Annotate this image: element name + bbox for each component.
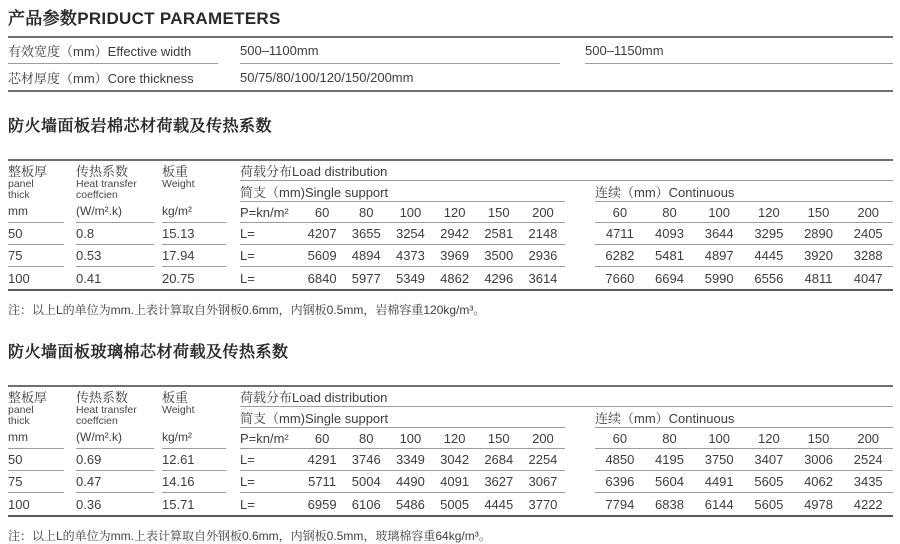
load-values <box>240 449 893 471</box>
span-column-header: 120 <box>443 430 466 446</box>
load-values <box>240 471 893 493</box>
panel-thickness-value: 75 <box>8 245 64 267</box>
span-column-header: 60 <box>314 430 330 446</box>
heat-transfer-value: 0.36 <box>76 496 102 512</box>
load-value: 3288 <box>853 248 883 263</box>
header-zh-label: 板重 <box>162 390 189 405</box>
span-column-header: 200 <box>532 204 554 220</box>
column-gap <box>565 471 595 493</box>
load-value: 5349 <box>395 270 425 286</box>
header-zh-label: 整板厚 <box>8 164 48 179</box>
header-unit-label: mm <box>8 430 28 444</box>
span-columns-row <box>240 428 893 449</box>
span-column-header: 120 <box>758 430 780 446</box>
single-support-values <box>240 493 565 515</box>
header-zh-label: 传热系数 <box>76 164 129 179</box>
header-heat-transfer <box>76 161 154 223</box>
load-value: 2148 <box>528 226 558 241</box>
param-value-b: 500–1150mm <box>585 38 893 64</box>
heat-transfer-value: 0.8 <box>76 223 154 245</box>
load-value: 3407 <box>754 452 784 467</box>
load-value: 3042 <box>440 452 470 467</box>
l-label: L= <box>240 474 255 489</box>
load-value: 6838 <box>655 496 684 512</box>
column-gap <box>565 223 595 245</box>
load-value: 3746 <box>351 452 381 467</box>
l-label: L= <box>240 270 255 286</box>
header-load-distribution <box>240 161 893 223</box>
header-zh-label: 整板厚 <box>8 390 48 405</box>
load-value: 5004 <box>351 474 381 489</box>
panel-thickness-value: 50 <box>8 449 64 471</box>
product-parameters-table <box>8 36 893 92</box>
load-value: 4296 <box>484 270 514 286</box>
column-gap <box>565 407 595 428</box>
load-values <box>240 267 893 289</box>
load-value: 4894 <box>351 248 381 263</box>
load-value: 4862 <box>440 270 470 286</box>
l-label: L= <box>240 452 255 467</box>
l-label: L= <box>240 248 255 263</box>
load-value: 5609 <box>307 248 337 263</box>
single-span-headers <box>240 202 565 223</box>
load-value: 3295 <box>754 226 784 241</box>
load-value: 4195 <box>655 452 684 467</box>
load-value: 5604 <box>655 474 684 489</box>
table-header <box>8 387 893 449</box>
header-unit-label: (W/m².k) <box>76 430 122 444</box>
load-value: 2942 <box>440 226 470 241</box>
table-header <box>8 161 893 223</box>
column-gap <box>565 181 595 202</box>
span-column-header: 80 <box>359 430 374 446</box>
weight-value: 15.13 <box>162 223 226 245</box>
column-gap <box>565 493 595 515</box>
load-value: 4978 <box>804 496 833 512</box>
load-value: 6144 <box>704 496 734 512</box>
panel-thickness-value: 100 <box>8 496 30 512</box>
load-value: 5486 <box>395 496 425 512</box>
header-en-label: Heat transfer <box>76 404 137 416</box>
span-columns-row <box>240 202 893 223</box>
load-value: 4222 <box>853 496 883 512</box>
span-column-header: 80 <box>359 204 374 220</box>
header-en-label: thick <box>8 189 30 201</box>
weight-value: 20.75 <box>162 270 195 286</box>
heat-transfer-value: 0.41 <box>76 270 102 286</box>
span-column-header: 200 <box>532 430 554 446</box>
continuous-label: 连续（mm）Continuous <box>595 407 893 428</box>
continuous-label: 连续（mm）Continuous <box>595 181 893 202</box>
span-column-header: 100 <box>708 430 731 446</box>
header-en-label: Weight <box>162 404 195 416</box>
header-en-label: Heat transfer <box>76 178 137 190</box>
load-value: 4445 <box>754 248 784 263</box>
load-value: 5605 <box>754 474 784 489</box>
load-values <box>240 223 893 245</box>
header-en-label: coeffcien <box>76 189 118 201</box>
param-row-effective-width <box>8 38 893 64</box>
param-value-b <box>585 64 893 90</box>
span-column-header: 60 <box>612 430 628 446</box>
continuous-values <box>595 223 893 245</box>
load-distribution-label: 荷载分布Load distribution <box>240 161 893 181</box>
load-value: 3614 <box>528 270 558 286</box>
section-title: 防火墙面板玻璃棉芯材荷载及传热系数 <box>8 344 289 361</box>
load-values <box>240 493 893 515</box>
load-value: 5005 <box>440 496 470 512</box>
param-label: 芯材厚度（mm）Core thickness <box>8 70 194 86</box>
table-row <box>8 223 893 245</box>
load-value: 3254 <box>395 226 425 241</box>
load-values <box>240 245 893 267</box>
load-value: 5990 <box>704 270 734 286</box>
span-column-header: 100 <box>399 204 422 220</box>
span-column-header: 100 <box>708 204 731 220</box>
table-row <box>8 267 893 289</box>
header-weight <box>162 387 226 449</box>
single-span-headers <box>240 428 565 449</box>
load-value: 2936 <box>528 248 558 263</box>
span-column-header: 150 <box>487 204 510 220</box>
load-value: 5481 <box>655 248 684 263</box>
table-row <box>8 493 893 515</box>
column-gap <box>565 267 595 289</box>
load-value: 4207 <box>307 226 337 241</box>
span-column-header: 120 <box>443 204 466 220</box>
header-load-distribution <box>240 387 893 449</box>
load-value: 4047 <box>853 270 883 286</box>
load-value: 6282 <box>605 248 635 263</box>
load-value: 6959 <box>307 496 337 512</box>
continuous-values <box>595 493 893 515</box>
load-value: 4811 <box>804 270 833 286</box>
support-type-row <box>240 181 893 202</box>
header-zh-label: 板重 <box>162 164 189 179</box>
load-value: 6694 <box>655 270 684 286</box>
span-column-header: 60 <box>314 204 330 220</box>
header-en-label: coeffcien <box>76 415 118 427</box>
span-column-header: 80 <box>662 430 677 446</box>
panel-thickness-value: 100 <box>8 270 30 286</box>
panel-thickness-value: 75 <box>8 471 64 493</box>
header-panel-thickness <box>8 161 64 223</box>
load-value: 6840 <box>307 270 337 286</box>
table-body <box>8 449 893 515</box>
support-type-row <box>240 407 893 428</box>
load-value: 4897 <box>704 248 734 263</box>
header-unit-label: mm <box>8 204 28 218</box>
weight-value: 12.61 <box>162 449 226 471</box>
weight-value: 15.71 <box>162 496 195 512</box>
load-table-section <box>8 113 893 318</box>
load-value: 4093 <box>655 226 684 241</box>
load-value: 2581 <box>484 226 514 241</box>
column-gap <box>565 245 595 267</box>
load-value: 6556 <box>754 270 784 286</box>
span-column-header: 150 <box>807 430 830 446</box>
load-value: 3969 <box>440 248 470 263</box>
load-tables-container <box>8 113 893 544</box>
header-heat-transfer <box>76 387 154 449</box>
header-en-label: Weight <box>162 178 195 190</box>
single-support-values <box>240 245 565 267</box>
single-support-values <box>240 471 565 493</box>
header-panel-thickness <box>8 387 64 449</box>
load-value: 6396 <box>605 474 635 489</box>
load-value: 3349 <box>395 452 425 467</box>
section-title: 防火墙面板岩棉芯材荷载及传热系数 <box>8 118 273 135</box>
load-value: 4091 <box>440 474 470 489</box>
continuous-values <box>595 245 893 267</box>
load-value: 2254 <box>528 452 558 467</box>
table-body <box>8 223 893 289</box>
single-support-label: 简支（mm)Single support <box>240 407 565 428</box>
load-value: 7794 <box>605 496 635 512</box>
weight-value: 14.16 <box>162 471 226 493</box>
load-value: 4491 <box>704 474 734 489</box>
load-value: 4490 <box>395 474 425 489</box>
load-table <box>8 385 893 517</box>
load-value: 3067 <box>528 474 558 489</box>
span-column-header: 100 <box>399 430 422 446</box>
load-value: 3770 <box>528 496 558 512</box>
param-value-a: 50/75/80/100/120/150/200mm <box>240 69 414 85</box>
load-value: 3435 <box>853 474 883 489</box>
span-column-header: 80 <box>662 204 677 220</box>
continuous-values <box>595 471 893 493</box>
span-column-header: 120 <box>758 204 780 220</box>
panel-thickness-value: 50 <box>8 223 64 245</box>
span-column-header: 200 <box>857 204 880 220</box>
header-zh-label: 传热系数 <box>76 390 129 405</box>
table-note: 注：以上L的单位为mm.上表计算取自外钢板0.6mm，内钢板0.5mm，岩棉容重120kg/m³。 <box>8 303 486 317</box>
continuous-span-headers <box>595 428 893 449</box>
load-value: 4445 <box>484 496 514 512</box>
span-column-header: 60 <box>612 204 628 220</box>
load-value: 2405 <box>853 226 883 241</box>
column-gap <box>565 449 595 471</box>
pressure-label: P=kn/m² <box>240 204 289 220</box>
header-en-label: thick <box>8 415 30 427</box>
load-value: 3627 <box>484 474 514 489</box>
header-weight <box>162 161 226 223</box>
param-value-a: 500–1100mm <box>240 38 560 64</box>
load-value: 2890 <box>804 226 833 241</box>
load-value: 2524 <box>853 452 883 467</box>
header-unit-label: (W/m².k) <box>76 204 122 218</box>
single-support-values <box>240 267 565 289</box>
l-label: L= <box>240 496 255 512</box>
heat-transfer-value: 0.69 <box>76 449 154 471</box>
header-en-label: panel <box>8 178 34 190</box>
table-row <box>8 245 893 267</box>
header-en-label: panel <box>8 404 34 416</box>
load-value: 3006 <box>804 452 833 467</box>
load-value: 4291 <box>307 452 337 467</box>
load-distribution-label: 荷载分布Load distribution <box>240 387 893 407</box>
span-column-header: 150 <box>487 430 510 446</box>
continuous-values <box>595 449 893 471</box>
load-value: 4373 <box>395 248 425 263</box>
weight-value: 17.94 <box>162 245 226 267</box>
load-value: 5711 <box>308 474 337 489</box>
column-gap <box>565 202 595 223</box>
continuous-values <box>595 267 893 289</box>
header-unit-label: kg/m² <box>162 204 192 218</box>
load-value: 3920 <box>804 248 833 263</box>
load-value: 3750 <box>704 452 734 467</box>
load-value: 5977 <box>351 270 381 286</box>
load-value: 3655 <box>351 226 381 241</box>
table-note: 注：以上L的单位为mm.上表计算取自外钢板0.6mm，内钢板0.5mm，玻璃棉容重64kg/m³。 <box>8 529 491 543</box>
load-value: 4850 <box>605 452 635 467</box>
span-column-header: 200 <box>857 430 880 446</box>
param-row-core-thickness <box>8 64 893 90</box>
load-table <box>8 159 893 291</box>
page-title: 产品参数PRIDUCT PARAMETERS <box>8 9 281 28</box>
load-table-section <box>8 339 893 544</box>
table-row <box>8 471 893 493</box>
param-label: 有效宽度（mm）Effective width <box>8 38 218 64</box>
single-support-values <box>240 449 565 471</box>
pressure-label: P=kn/m² <box>240 430 289 446</box>
continuous-span-headers <box>595 202 893 223</box>
load-value: 4062 <box>804 474 833 489</box>
header-unit-label: kg/m² <box>162 430 192 444</box>
single-support-values <box>240 223 565 245</box>
span-column-header: 150 <box>807 204 830 220</box>
load-value: 7660 <box>605 270 635 286</box>
heat-transfer-value: 0.47 <box>76 471 154 493</box>
table-row <box>8 449 893 471</box>
load-value: 5605 <box>754 496 784 512</box>
load-value: 2684 <box>484 452 514 467</box>
l-label: L= <box>240 226 255 241</box>
load-value: 3500 <box>484 248 514 263</box>
load-value: 6106 <box>351 496 381 512</box>
column-gap <box>565 428 595 449</box>
load-value: 3644 <box>704 226 734 241</box>
single-support-label: 简支（mm)Single support <box>240 181 565 202</box>
heat-transfer-value: 0.53 <box>76 245 154 267</box>
load-value: 4711 <box>605 226 634 241</box>
